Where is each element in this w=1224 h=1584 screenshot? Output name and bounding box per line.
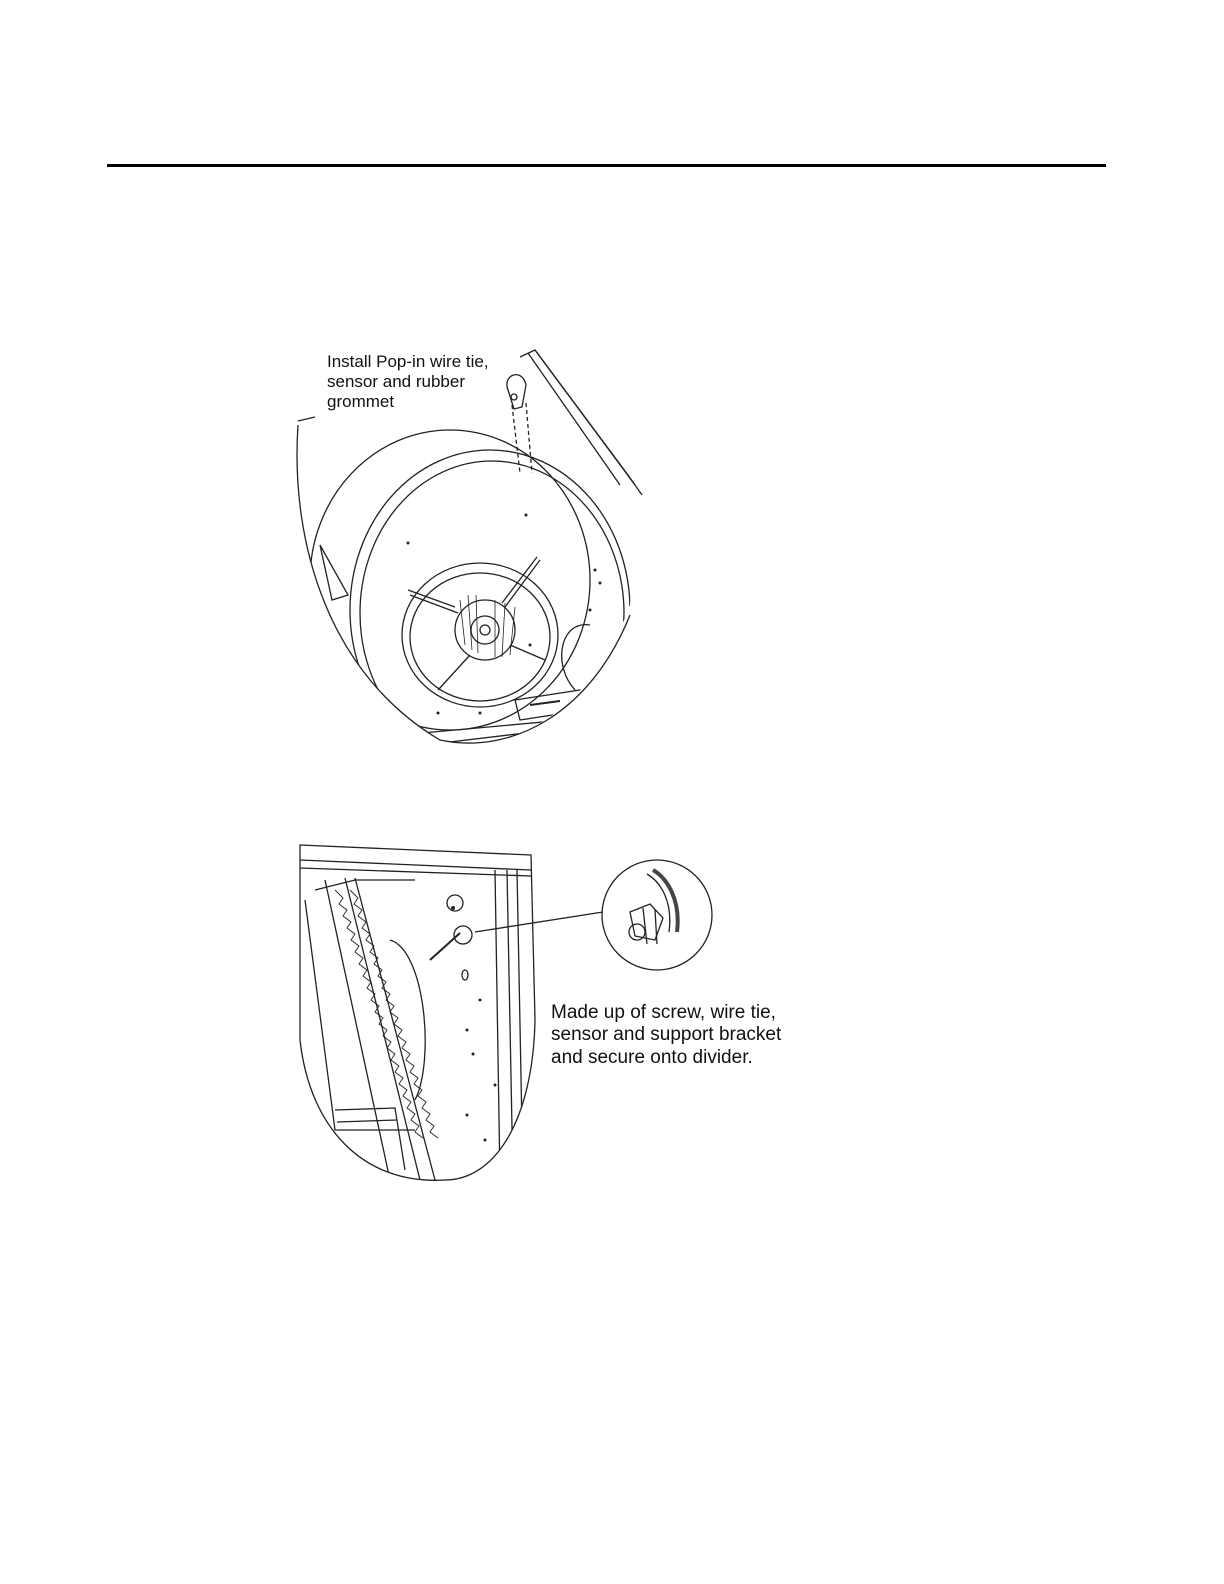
sensor-bracket-callout: Made up of screw, wire tie, sensor and support bracket and secure onto divider. — [551, 1002, 782, 1068]
wire-tie-callout: Install Pop-in wire tie, sensor and rubber grommet — [327, 352, 489, 412]
header-rule — [107, 164, 1106, 167]
